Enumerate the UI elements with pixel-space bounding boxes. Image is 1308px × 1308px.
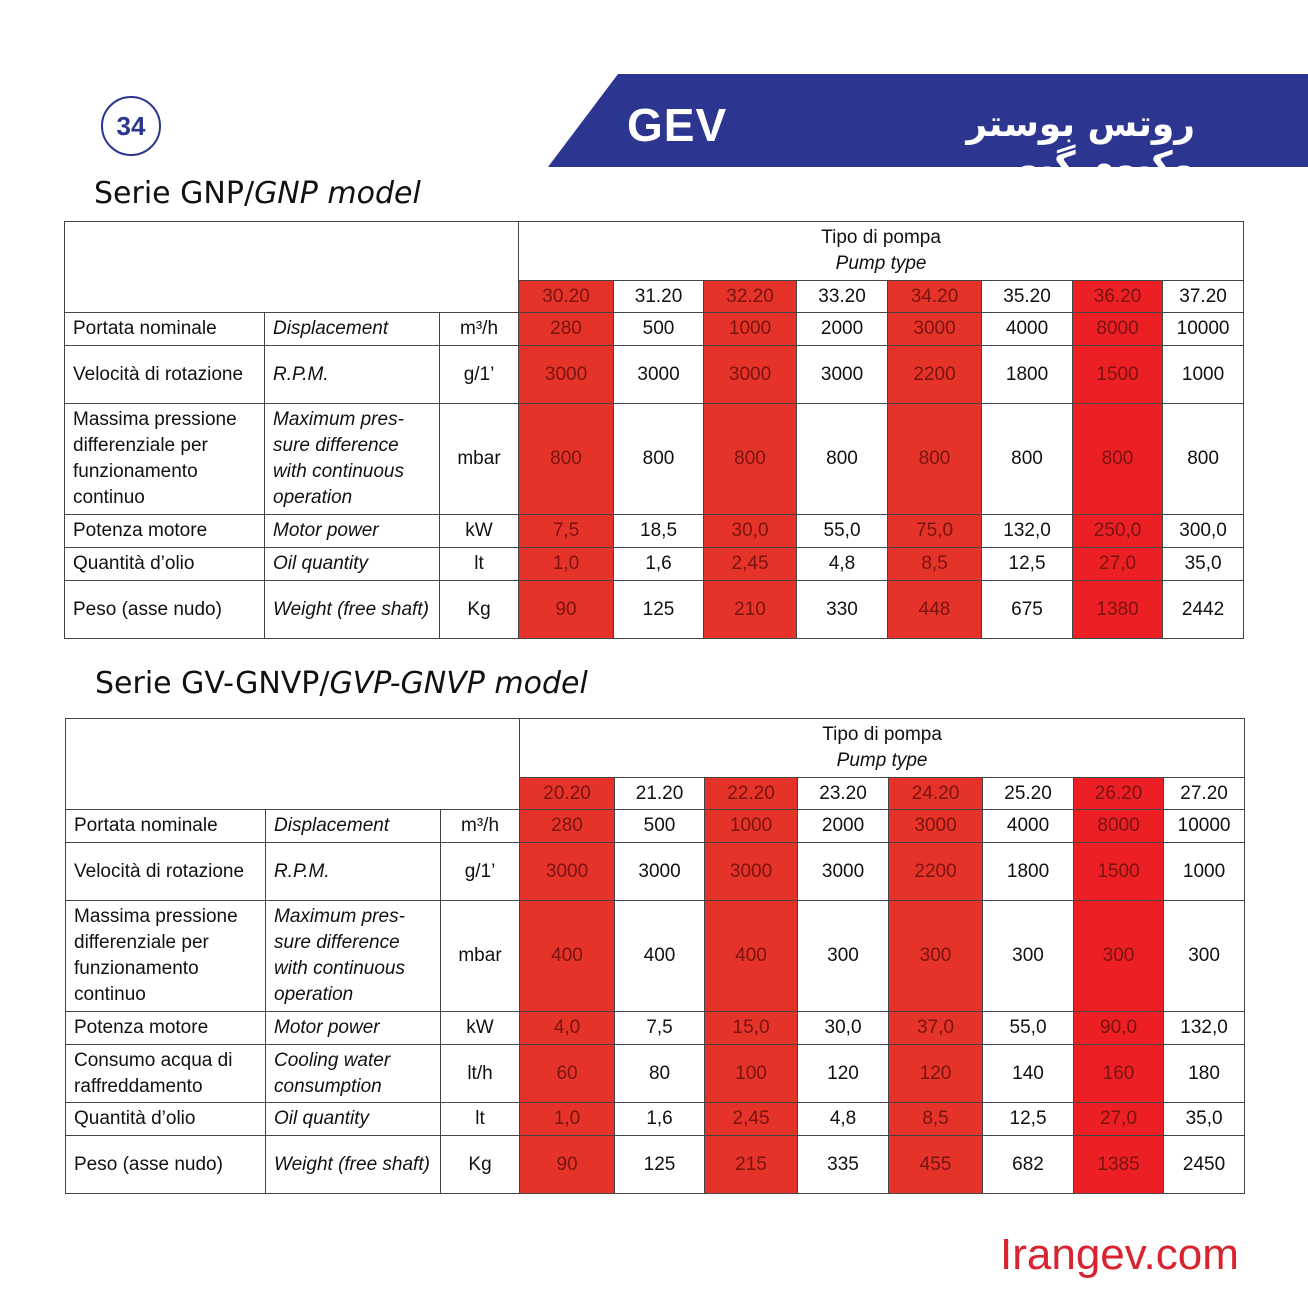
table-row bbox=[66, 843, 1245, 901]
value-cell: 55,0 bbox=[797, 515, 888, 548]
brand-logo: GEV bbox=[627, 99, 728, 151]
value-cell: 1800 bbox=[982, 346, 1073, 404]
value-cell: 8,5 bbox=[888, 548, 982, 581]
value-cell: 120 bbox=[889, 1045, 983, 1103]
pump-type-en: Pump type bbox=[835, 253, 927, 274]
row-unit: kW bbox=[440, 515, 519, 548]
value-cell: 90 bbox=[519, 581, 614, 639]
value-cell: 800 bbox=[1163, 404, 1244, 515]
pump-code-cell: 36.20 bbox=[1073, 281, 1163, 313]
row-label-en: Cooling water consumption bbox=[266, 1045, 441, 1103]
value-cell: 800 bbox=[614, 404, 704, 515]
row-unit: lt bbox=[440, 548, 519, 581]
table1-title-en: GNP model bbox=[254, 176, 421, 211]
row-label-en: Oil quantity bbox=[266, 1103, 441, 1136]
value-cell: 132,0 bbox=[1164, 1012, 1245, 1045]
value-cell: 8000 bbox=[1074, 810, 1164, 843]
table-row bbox=[65, 404, 1244, 515]
pump-code-cell: 24.20 bbox=[889, 778, 983, 810]
value-cell: 3000 bbox=[704, 346, 797, 404]
value-cell: 3000 bbox=[798, 843, 889, 901]
table-row bbox=[66, 1012, 1245, 1045]
value-cell: 12,5 bbox=[982, 548, 1073, 581]
row-label-it: Potenza motore bbox=[65, 515, 265, 548]
table-row bbox=[66, 1045, 1245, 1103]
pump-code-cell: 33.20 bbox=[797, 281, 888, 313]
row-unit: mbar bbox=[441, 901, 520, 1012]
row-unit: g/1’ bbox=[440, 346, 519, 404]
value-cell: 7,5 bbox=[519, 515, 614, 548]
value-cell: 2442 bbox=[1163, 581, 1244, 639]
value-cell: 4,8 bbox=[797, 548, 888, 581]
row-label-en: Maximum pres-sure difference with continuous operation bbox=[265, 404, 440, 515]
row-unit: m³/h bbox=[441, 810, 520, 843]
row-unit: kW bbox=[441, 1012, 520, 1045]
value-cell: 3000 bbox=[615, 843, 705, 901]
table1-title-it: Serie GNP/ bbox=[94, 176, 255, 211]
pump-code-cell: 23.20 bbox=[798, 778, 889, 810]
row-unit: m³/h bbox=[440, 313, 519, 346]
value-cell: 1,6 bbox=[615, 1103, 705, 1136]
value-cell: 3000 bbox=[705, 843, 798, 901]
pump-code-cell: 21.20 bbox=[615, 778, 705, 810]
value-cell: 4,0 bbox=[520, 1012, 615, 1045]
pump-code-cell: 30.20 bbox=[519, 281, 614, 313]
value-cell: 12,5 bbox=[983, 1103, 1074, 1136]
value-cell: 1500 bbox=[1074, 843, 1164, 901]
value-cell: 125 bbox=[615, 1136, 705, 1194]
value-cell: 300 bbox=[1164, 901, 1245, 1012]
blank-corner bbox=[65, 222, 519, 313]
value-cell: 335 bbox=[798, 1136, 889, 1194]
value-cell: 4000 bbox=[982, 313, 1073, 346]
value-cell: 30,0 bbox=[798, 1012, 889, 1045]
value-cell: 448 bbox=[888, 581, 982, 639]
value-cell: 682 bbox=[983, 1136, 1074, 1194]
header-row bbox=[65, 222, 1244, 281]
row-label-it: Massima pressione differenziale per funzionamento continuo bbox=[65, 404, 265, 515]
row-label-en: Displacement bbox=[266, 810, 441, 843]
table-row bbox=[66, 1136, 1245, 1194]
pump-code-cell: 32.20 bbox=[704, 281, 797, 313]
row-label-it: Velocità di rotazione bbox=[66, 843, 266, 901]
value-cell: 132,0 bbox=[982, 515, 1073, 548]
value-cell: 30,0 bbox=[704, 515, 797, 548]
value-cell: 1500 bbox=[1073, 346, 1163, 404]
value-cell: 400 bbox=[705, 901, 798, 1012]
pump-code-cell: 27.20 bbox=[1164, 778, 1245, 810]
value-cell: 90,0 bbox=[1074, 1012, 1164, 1045]
value-cell: 3000 bbox=[797, 346, 888, 404]
value-cell: 675 bbox=[982, 581, 1073, 639]
pump-code-cell: 31.20 bbox=[614, 281, 704, 313]
value-cell: 2,45 bbox=[704, 548, 797, 581]
pump-type-header bbox=[520, 719, 1245, 778]
header-row bbox=[66, 719, 1245, 778]
row-label-en: Oil quantity bbox=[265, 548, 440, 581]
table2-title-it: Serie GV-GNVP/ bbox=[95, 666, 330, 701]
row-label-it: Peso (asse nudo) bbox=[66, 1136, 266, 1194]
table-row bbox=[65, 346, 1244, 404]
row-label-en: Motor power bbox=[265, 515, 440, 548]
value-cell: 3000 bbox=[614, 346, 704, 404]
value-cell: 300 bbox=[983, 901, 1074, 1012]
pump-code-cell: 37.20 bbox=[1163, 281, 1244, 313]
value-cell: 1800 bbox=[983, 843, 1074, 901]
value-cell: 1385 bbox=[1074, 1136, 1164, 1194]
row-unit: lt/h bbox=[441, 1045, 520, 1103]
pump-code-cell: 26.20 bbox=[1074, 778, 1164, 810]
row-unit: g/1’ bbox=[441, 843, 520, 901]
pump-code-cell: 34.20 bbox=[888, 281, 982, 313]
row-label-it: Peso (asse nudo) bbox=[65, 581, 265, 639]
row-label-it: Portata nominale bbox=[65, 313, 265, 346]
value-cell: 7,5 bbox=[615, 1012, 705, 1045]
value-cell: 210 bbox=[704, 581, 797, 639]
value-cell: 2450 bbox=[1164, 1136, 1245, 1194]
value-cell: 75,0 bbox=[888, 515, 982, 548]
value-cell: 3000 bbox=[888, 313, 982, 346]
row-label-en: R.P.M. bbox=[265, 346, 440, 404]
row-label-it: Massima pressione differenziale per funzionamento continuo bbox=[66, 901, 266, 1012]
row-label-en: Displacement bbox=[265, 313, 440, 346]
value-cell: 180 bbox=[1164, 1045, 1245, 1103]
value-cell: 300 bbox=[1074, 901, 1164, 1012]
row-label-it: Portata nominale bbox=[66, 810, 266, 843]
value-cell: 15,0 bbox=[705, 1012, 798, 1045]
value-cell: 800 bbox=[888, 404, 982, 515]
value-cell: 1,0 bbox=[520, 1103, 615, 1136]
value-cell: 500 bbox=[614, 313, 704, 346]
table-row bbox=[65, 313, 1244, 346]
website-url[interactable]: Irangev.com bbox=[1000, 1230, 1239, 1279]
value-cell: 8000 bbox=[1073, 313, 1163, 346]
blank-corner bbox=[66, 719, 520, 810]
value-cell: 35,0 bbox=[1164, 1103, 1245, 1136]
pump-code-cell: 35.20 bbox=[982, 281, 1073, 313]
row-label-en: Weight (free shaft) bbox=[265, 581, 440, 639]
pump-code-cell: 20.20 bbox=[520, 778, 615, 810]
value-cell: 37,0 bbox=[889, 1012, 983, 1045]
table2-title bbox=[95, 666, 588, 701]
table-row bbox=[66, 901, 1245, 1012]
value-cell: 1000 bbox=[1164, 843, 1245, 901]
row-label-en: Maximum pres-sure difference with continuous operation bbox=[266, 901, 441, 1012]
value-cell: 2200 bbox=[888, 346, 982, 404]
value-cell: 2,45 bbox=[705, 1103, 798, 1136]
row-label-en: Motor power bbox=[266, 1012, 441, 1045]
pump-type-header bbox=[519, 222, 1244, 281]
table-row bbox=[65, 581, 1244, 639]
value-cell: 10000 bbox=[1163, 313, 1244, 346]
value-cell: 800 bbox=[704, 404, 797, 515]
value-cell: 60 bbox=[520, 1045, 615, 1103]
value-cell: 80 bbox=[615, 1045, 705, 1103]
value-cell: 4,8 bbox=[798, 1103, 889, 1136]
row-unit: Kg bbox=[440, 581, 519, 639]
value-cell: 500 bbox=[615, 810, 705, 843]
row-unit: lt bbox=[441, 1103, 520, 1136]
value-cell: 800 bbox=[1073, 404, 1163, 515]
value-cell: 1000 bbox=[1163, 346, 1244, 404]
table-row bbox=[65, 548, 1244, 581]
row-unit: mbar bbox=[440, 404, 519, 515]
table-row bbox=[65, 515, 1244, 548]
row-label-en: Weight (free shaft) bbox=[266, 1136, 441, 1194]
value-cell: 55,0 bbox=[983, 1012, 1074, 1045]
value-cell: 3000 bbox=[889, 810, 983, 843]
value-cell: 2200 bbox=[889, 843, 983, 901]
pump-type-en: Pump type bbox=[836, 750, 928, 771]
value-cell: 1000 bbox=[704, 313, 797, 346]
table-row bbox=[66, 1103, 1245, 1136]
value-cell: 160 bbox=[1074, 1045, 1164, 1103]
persian-title: روتس بوستر وکیوم گیو bbox=[966, 104, 1195, 186]
value-cell: 215 bbox=[705, 1136, 798, 1194]
value-cell: 10000 bbox=[1164, 810, 1245, 843]
value-cell: 2000 bbox=[798, 810, 889, 843]
value-cell: 27,0 bbox=[1073, 548, 1163, 581]
value-cell: 90 bbox=[520, 1136, 615, 1194]
value-cell: 140 bbox=[983, 1045, 1074, 1103]
row-label-it: Consumo acqua di raffreddamento bbox=[66, 1045, 266, 1103]
value-cell: 3000 bbox=[519, 346, 614, 404]
value-cell: 800 bbox=[797, 404, 888, 515]
row-label-it: Quantità d’olio bbox=[65, 548, 265, 581]
value-cell: 1000 bbox=[705, 810, 798, 843]
row-label-it: Quantità d’olio bbox=[66, 1103, 266, 1136]
value-cell: 125 bbox=[614, 581, 704, 639]
table1-title bbox=[94, 176, 421, 211]
value-cell: 2000 bbox=[797, 313, 888, 346]
value-cell: 455 bbox=[889, 1136, 983, 1194]
value-cell: 250,0 bbox=[1073, 515, 1163, 548]
pump-code-cell: 25.20 bbox=[983, 778, 1074, 810]
value-cell: 280 bbox=[519, 313, 614, 346]
value-cell: 330 bbox=[797, 581, 888, 639]
row-label-it: Velocità di rotazione bbox=[65, 346, 265, 404]
value-cell: 280 bbox=[520, 810, 615, 843]
row-unit: Kg bbox=[441, 1136, 520, 1194]
value-cell: 400 bbox=[615, 901, 705, 1012]
value-cell: 18,5 bbox=[614, 515, 704, 548]
table2-title-en: GVP-GNVP model bbox=[329, 666, 588, 701]
row-label-it: Potenza motore bbox=[66, 1012, 266, 1045]
pump-code-cell: 22.20 bbox=[705, 778, 798, 810]
pump-type-it: Tipo di pompa bbox=[822, 724, 942, 745]
value-cell: 800 bbox=[982, 404, 1073, 515]
value-cell: 300 bbox=[798, 901, 889, 1012]
spec-table-gvp-gnvp bbox=[65, 718, 1245, 1194]
table-row bbox=[66, 810, 1245, 843]
value-cell: 400 bbox=[520, 901, 615, 1012]
page-number: 34 bbox=[101, 96, 161, 156]
value-cell: 35,0 bbox=[1163, 548, 1244, 581]
value-cell: 300,0 bbox=[1163, 515, 1244, 548]
value-cell: 1,0 bbox=[519, 548, 614, 581]
spec-table-gnp bbox=[64, 221, 1244, 639]
value-cell: 800 bbox=[519, 404, 614, 515]
pump-type-it: Tipo di pompa bbox=[821, 227, 941, 248]
value-cell: 4000 bbox=[983, 810, 1074, 843]
value-cell: 27,0 bbox=[1074, 1103, 1164, 1136]
value-cell: 8,5 bbox=[889, 1103, 983, 1136]
value-cell: 1,6 bbox=[614, 548, 704, 581]
value-cell: 120 bbox=[798, 1045, 889, 1103]
value-cell: 1380 bbox=[1073, 581, 1163, 639]
value-cell: 300 bbox=[889, 901, 983, 1012]
row-label-en: R.P.M. bbox=[266, 843, 441, 901]
value-cell: 100 bbox=[705, 1045, 798, 1103]
value-cell: 3000 bbox=[520, 843, 615, 901]
